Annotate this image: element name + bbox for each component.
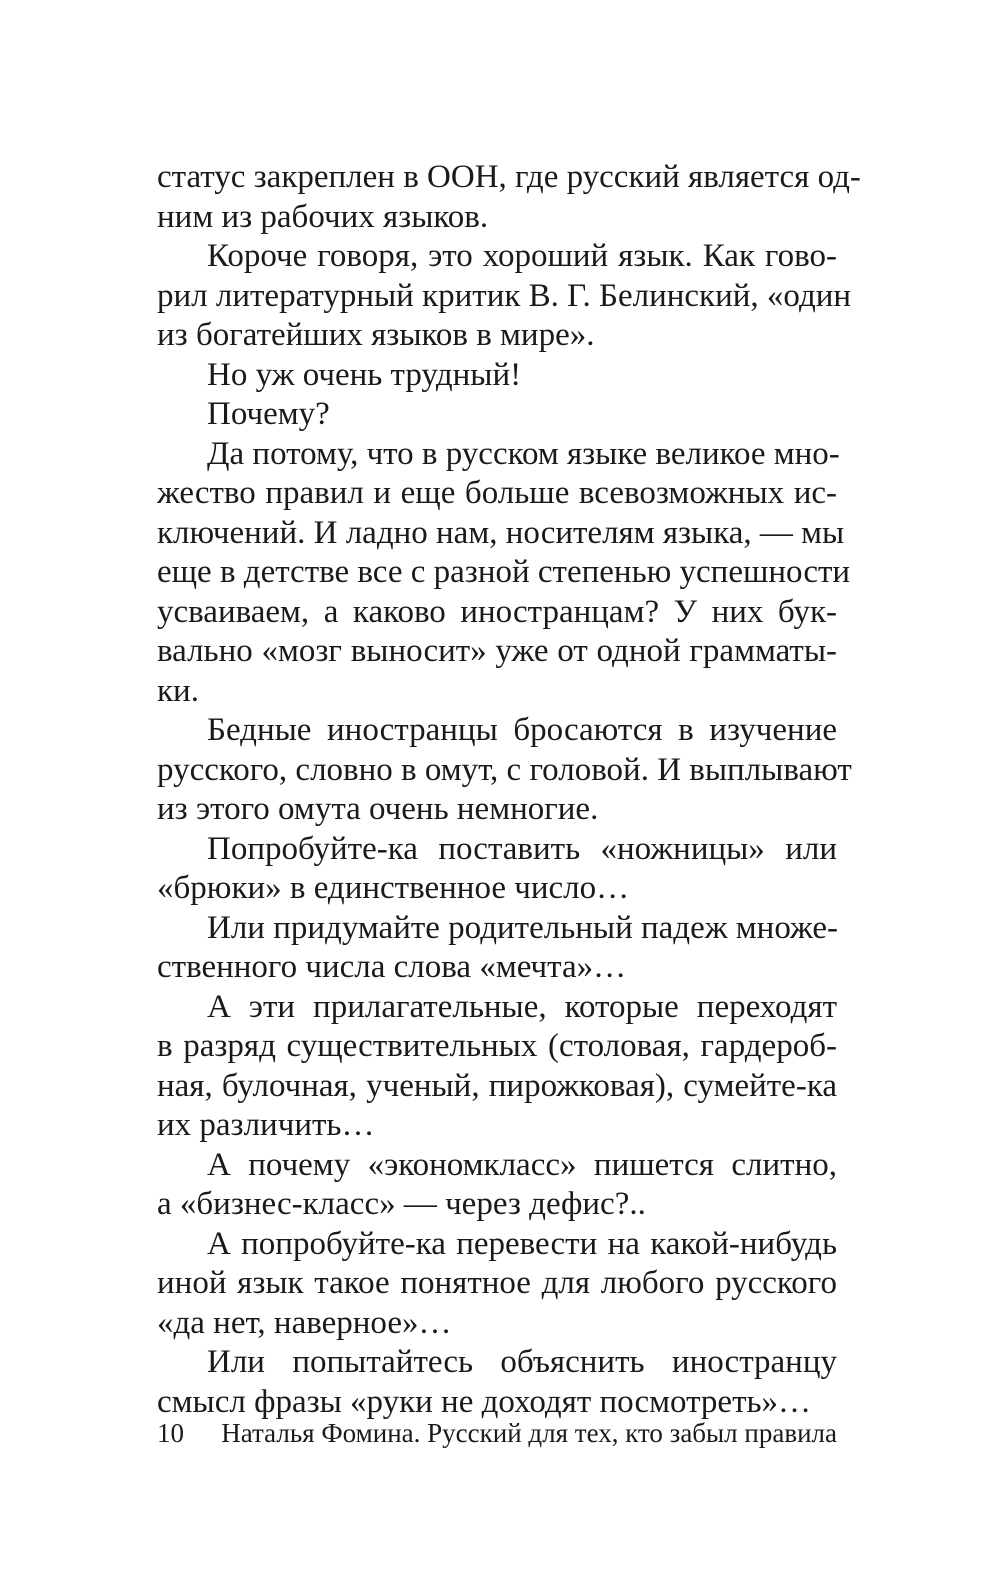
text-line: ключений. И ладно нам, носителям языка, — мы bbox=[157, 514, 845, 551]
text-line: усваиваем, а каково иностранцам? У них бук- bbox=[157, 593, 837, 630]
text-line: жество правил и еще больше всевозможных ис- bbox=[157, 475, 837, 511]
text-line: а «бизнес-класс» — через дефис?.. bbox=[157, 1186, 646, 1222]
text-line: русского, словно в омут, с головой. И выплывают bbox=[157, 751, 852, 788]
text-line: из этого омута очень немногие. bbox=[157, 791, 599, 827]
text-line: А эти прилагательные, которые переходят bbox=[207, 988, 837, 1025]
text-line: Почему? bbox=[207, 396, 330, 432]
body-text bbox=[157, 158, 861, 1422]
text-line: еще в детстве все с разной степенью успешности bbox=[157, 554, 851, 590]
text-line: Бедные иностранцы бросаются в изучение bbox=[207, 712, 837, 748]
page-number: 10 bbox=[157, 1418, 184, 1448]
text-line: «брюки» в единственное число… bbox=[157, 870, 630, 906]
text-line: Или придумайте родительный падеж множе- bbox=[207, 909, 839, 946]
text-line: из богатейших языков в мире». bbox=[157, 317, 595, 353]
text-line: ки. bbox=[157, 672, 199, 709]
text-line: вально «мозг выносит» уже от одной грамматы- bbox=[157, 633, 837, 669]
text-line: Попробуйте-ка поставить «ножницы» или bbox=[207, 830, 837, 867]
text-line: «да нет, наверное»… bbox=[157, 1304, 452, 1341]
text-line: рил литературный критик В. Г. Белинский, «один bbox=[157, 277, 852, 314]
text-line: статус закреплен в ООН, где русский является од- bbox=[157, 159, 861, 195]
text-line: ним из рабочих языков. bbox=[157, 198, 489, 235]
running-title: Наталья Фомина. Русский для тех, кто забыл правила bbox=[221, 1418, 837, 1448]
text-line: Да потому, что в русском языке великое мно- bbox=[207, 435, 840, 472]
text-line: в разряд существительных (столовая, гардероб- bbox=[157, 1028, 837, 1064]
text-line: Или попытайтесь объяснить иностранцу bbox=[207, 1344, 837, 1380]
text-line: ственного числа слова «мечта»… bbox=[157, 949, 627, 985]
text-line: А попробуйте-ка перевести на какой-нибудь bbox=[207, 1225, 837, 1262]
text-line: смысл фразы «руки не доходят посмотреть»… bbox=[157, 1383, 812, 1420]
text-line: А почему «экономкласс» пишется слитно, bbox=[207, 1146, 837, 1183]
text-line: ная, булочная, ученый, пирожковая), сумейте-ка bbox=[157, 1067, 837, 1104]
page-footer bbox=[157, 1413, 837, 1453]
text-line: иной язык такое понятное для любого русского bbox=[157, 1265, 837, 1301]
text-line: Короче говоря, это хороший язык. Как гово- bbox=[207, 238, 837, 274]
text-line: их различить… bbox=[157, 1107, 375, 1143]
text-line: Но уж очень трудный! bbox=[207, 356, 522, 393]
